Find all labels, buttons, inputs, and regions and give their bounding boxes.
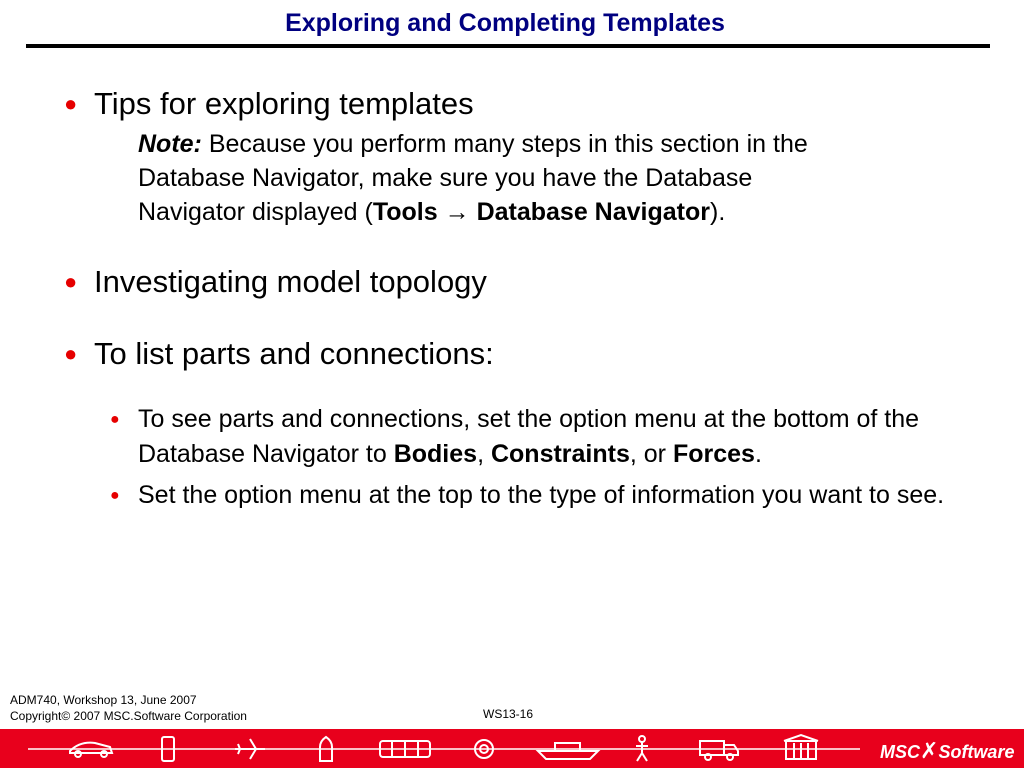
note-line3-start: Navigator displayed ( [138, 198, 373, 226]
car-icon [70, 743, 112, 757]
note-line2: Database Navigator, make sure you have the Database [138, 164, 753, 192]
logo-x-icon: ✗ [920, 738, 939, 763]
bullet-dot-icon: ● [64, 341, 78, 366]
note-label: Note: [138, 130, 202, 158]
slide-title: Exploring and Completing Templates [285, 9, 725, 37]
truck-icon [700, 741, 738, 760]
airplane-icon [235, 739, 265, 759]
ship-icon [538, 743, 598, 759]
logo-msc: MSC [880, 742, 920, 762]
industry-icons-strip [0, 729, 870, 768]
arrow-right-icon: → [437, 198, 477, 226]
bullet-text: Tips for exploring templates [94, 86, 474, 121]
menu-database-navigator: Database Navigator [476, 198, 710, 226]
separator: , [477, 440, 491, 468]
note-block [138, 127, 938, 229]
bullet-text: To list parts and connections: [94, 336, 494, 371]
bullet-text: Investigating model topology [94, 264, 487, 299]
bullet-dot-icon: ● [64, 269, 78, 294]
logo-software: Software [938, 742, 1015, 762]
building-icon [784, 735, 818, 759]
note-line1: Because you perform many steps in this section in the [201, 130, 808, 158]
footer-bar [0, 729, 1024, 768]
sub-bullet-text: Set the option menu at the top to the type of information you want to see. [138, 481, 945, 509]
footer-copyright: Copyright© 2007 MSC.Software Corporation [10, 709, 247, 723]
footer-course: ADM740, Workshop 13, June 2007 [10, 693, 197, 707]
msc-software-logo [880, 738, 1014, 764]
page-number: WS13-16 [483, 707, 534, 721]
period: . [754, 440, 762, 468]
sub-bullet-dot-icon: ● [110, 487, 120, 504]
title-underline [26, 44, 990, 48]
option-bodies: Bodies [393, 440, 478, 468]
option-forces: Forces [672, 440, 755, 468]
menu-tools: Tools [372, 198, 438, 226]
bullet-dot-icon: ● [64, 91, 78, 116]
sub-bullet-dot-icon: ● [110, 411, 120, 428]
sub-bullet-body: To see parts and connections, set the option menu at the bottom of the Database Navigator to [138, 405, 920, 468]
option-constraints: Constraints [490, 440, 630, 468]
sub-bullet-text [138, 402, 980, 472]
footer-info [10, 692, 247, 724]
note-line3-end: ). [710, 198, 726, 226]
separator: , or [629, 440, 673, 468]
